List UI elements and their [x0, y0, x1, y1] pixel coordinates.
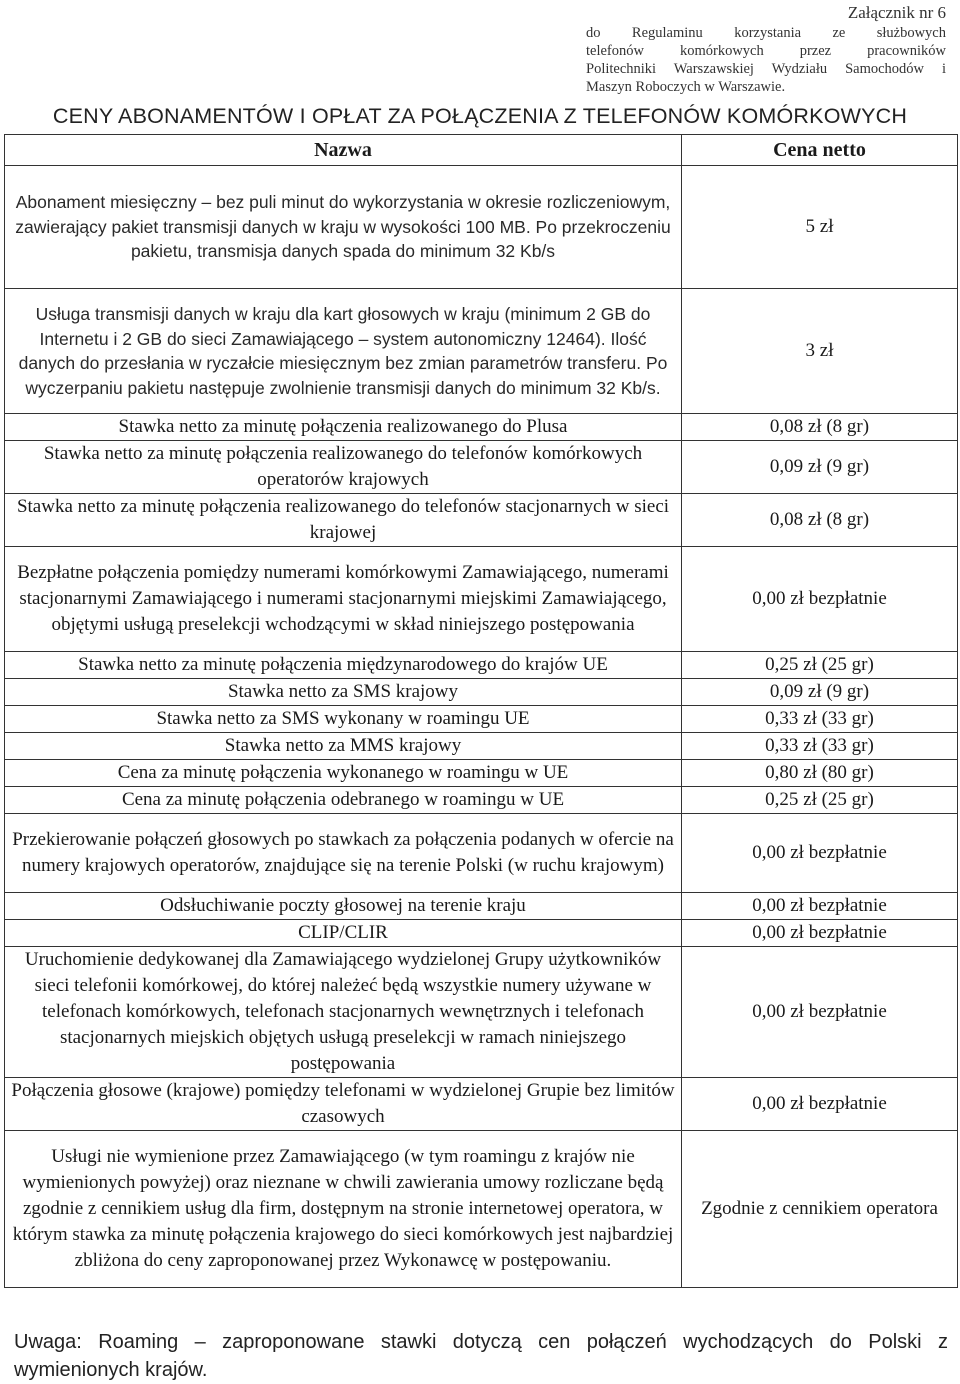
service-price: 0,33 zł (33 gr)	[682, 706, 958, 733]
table-row	[5, 893, 958, 920]
table-row	[5, 652, 958, 679]
service-name: Przekierowanie połączeń głosowych po stawkach za połączenia podanych w ofercie na numery krajowych operatorów, znajdujące się na terenie Polski (w ruchu krajowym)	[5, 814, 682, 893]
service-price: 0,00 zł bezpłatnie	[682, 920, 958, 947]
price-table	[4, 134, 958, 1288]
column-header-name: Nazwa	[5, 135, 682, 166]
service-price: 0,09 zł (9 gr)	[682, 441, 958, 494]
table-row	[5, 814, 958, 893]
service-price: 3 zł	[682, 289, 958, 414]
table-row	[5, 706, 958, 733]
table-header-row	[5, 135, 958, 166]
service-price: 0,00 zł bezpłatnie	[682, 814, 958, 893]
table-row	[5, 441, 958, 494]
service-name: Uruchomienie dedykowanej dla Zamawiającego wydzielonej Grupy użytkowników sieci telefonii komórkowej, do której należeć będą wszystkie numery używane w telefonach komórkowych, telefonach stacjonarnych wewnętrznych i telefonach stacjonarnych miejskich objętych usługą preselekcji w ramach niniejszego postępowania	[5, 947, 682, 1078]
service-name: Cena za minutę połączenia odebranego w roamingu w UE	[5, 787, 682, 814]
service-name: Stawka netto za minutę połączenia realizowanego do Plusa	[5, 414, 682, 441]
document-title: CENY ABONAMENTÓW I OPŁAT ZA POŁĄCZENIA Z TELEFONÓW KOMÓRKOWYCH	[52, 104, 908, 128]
service-price: 0,00 zł bezpłatnie	[682, 1078, 958, 1131]
service-name: Stawka netto za SMS wykonany w roamingu UE	[5, 706, 682, 733]
service-price: 0,33 zł (33 gr)	[682, 733, 958, 760]
service-price: 5 zł	[682, 166, 958, 289]
table-row	[5, 1131, 958, 1288]
annex-line: telefonów komórkowych przez pracowników	[586, 43, 946, 59]
annex-line: do Regulaminu korzystania ze służbowych	[586, 25, 946, 41]
table-row	[5, 947, 958, 1078]
annex-header	[586, 2, 946, 96]
service-name: Cena za minutę połączenia wykonanego w roamingu w UE	[5, 760, 682, 787]
annex-line: Maszyn Roboczych w Warszawie.	[586, 79, 786, 95]
service-name: Stawka netto za minutę połączenia realizowanego do telefonów stacjonarnych w sieci krajowej	[5, 494, 682, 547]
service-price: 0,25 zł (25 gr)	[682, 652, 958, 679]
table-row	[5, 1078, 958, 1131]
service-name: Bezpłatne połączenia pomiędzy numerami komórkowymi Zamawiającego, numerami stacjonarnymi Zamawiającego i numerami stacjonarnymi miejskimi Zamawiającego, objętymi usługą preselekcji wchodzącymi w skład niniejszego postępowania	[5, 547, 682, 652]
service-name: Usługi nie wymienione przez Zamawiającego (w tym roamingu z krajów nie wymienionych powyżej) oraz nieznane w chwili zawierania umowy rozliczane będą zgodnie z cennikiem usług dla firm, dostępnym na stronie internetowej operatora, w którym stawka za minutę połączenia krajowego do sieci komórkowych jest najbardziej zbliżona do ceny zaproponowanej przez Wykonawcę w postępowaniu.	[5, 1131, 682, 1288]
table-row	[5, 494, 958, 547]
table-row	[5, 289, 958, 414]
service-name: Stawka netto za MMS krajowy	[5, 733, 682, 760]
table-row	[5, 414, 958, 441]
service-name: Stawka netto za minutę połączenia międzynarodowego do krajów UE	[5, 652, 682, 679]
table-row	[5, 733, 958, 760]
service-name: Odsłuchiwanie poczty głosowej na terenie kraju	[5, 893, 682, 920]
service-name: Stawka netto za minutę połączenia realizowanego do telefonów komórkowych operatorów krajowych	[5, 441, 682, 494]
service-price: 0,00 zł bezpłatnie	[682, 547, 958, 652]
service-name: Usługa transmisji danych w kraju dla kart głosowych w kraju (minimum 2 GB do Internetu i 2 GB do sieci Zamawiającego – system autonomiczny 12464). Ilość danych do przesłania w ryczałcie miesięcznym bez zmian parametrów transferu. Po wyczerpaniu pakietu następuje zwolnienie transmisji danych do minimum 32 Kb/s.	[5, 289, 682, 414]
service-price: 0,25 zł (25 gr)	[682, 787, 958, 814]
table-row	[5, 547, 958, 652]
table-row	[5, 166, 958, 289]
service-price: 0,00 zł bezpłatnie	[682, 893, 958, 920]
table-row	[5, 787, 958, 814]
service-price: 0,80 zł (80 gr)	[682, 760, 958, 787]
annex-line: Politechniki Warszawskiej Wydziału Samochodów i	[586, 61, 946, 77]
column-header-price: Cena netto	[682, 135, 958, 166]
service-price: 0,09 zł (9 gr)	[682, 679, 958, 706]
roaming-note: Uwaga: Roaming – zaproponowane stawki dotyczą cen połączeń wychodzących do Polski z wymienionych krajów.	[14, 1331, 948, 1381]
service-price: 0,08 zł (8 gr)	[682, 414, 958, 441]
service-name: CLIP/CLIR	[5, 920, 682, 947]
annex-number: Załącznik nr 6	[847, 3, 946, 22]
service-price: Zgodnie z cennikiem operatora	[682, 1131, 958, 1288]
service-price: 0,08 zł (8 gr)	[682, 494, 958, 547]
service-price: 0,00 zł bezpłatnie	[682, 947, 958, 1078]
table-row	[5, 920, 958, 947]
service-name: Abonament miesięczny – bez puli minut do wykorzystania w okresie rozliczeniowym, zawierający pakiet transmisji danych w kraju w wysokości 100 MB. Po przekroczeniu pakietu, transmisja danych spada do minimum 32 Kb/s	[5, 166, 682, 289]
table-row	[5, 679, 958, 706]
table-row	[5, 760, 958, 787]
service-name: Stawka netto za SMS krajowy	[5, 679, 682, 706]
service-name: Połączenia głosowe (krajowe) pomiędzy telefonami w wydzielonej Grupie bez limitów czasowych	[5, 1078, 682, 1131]
